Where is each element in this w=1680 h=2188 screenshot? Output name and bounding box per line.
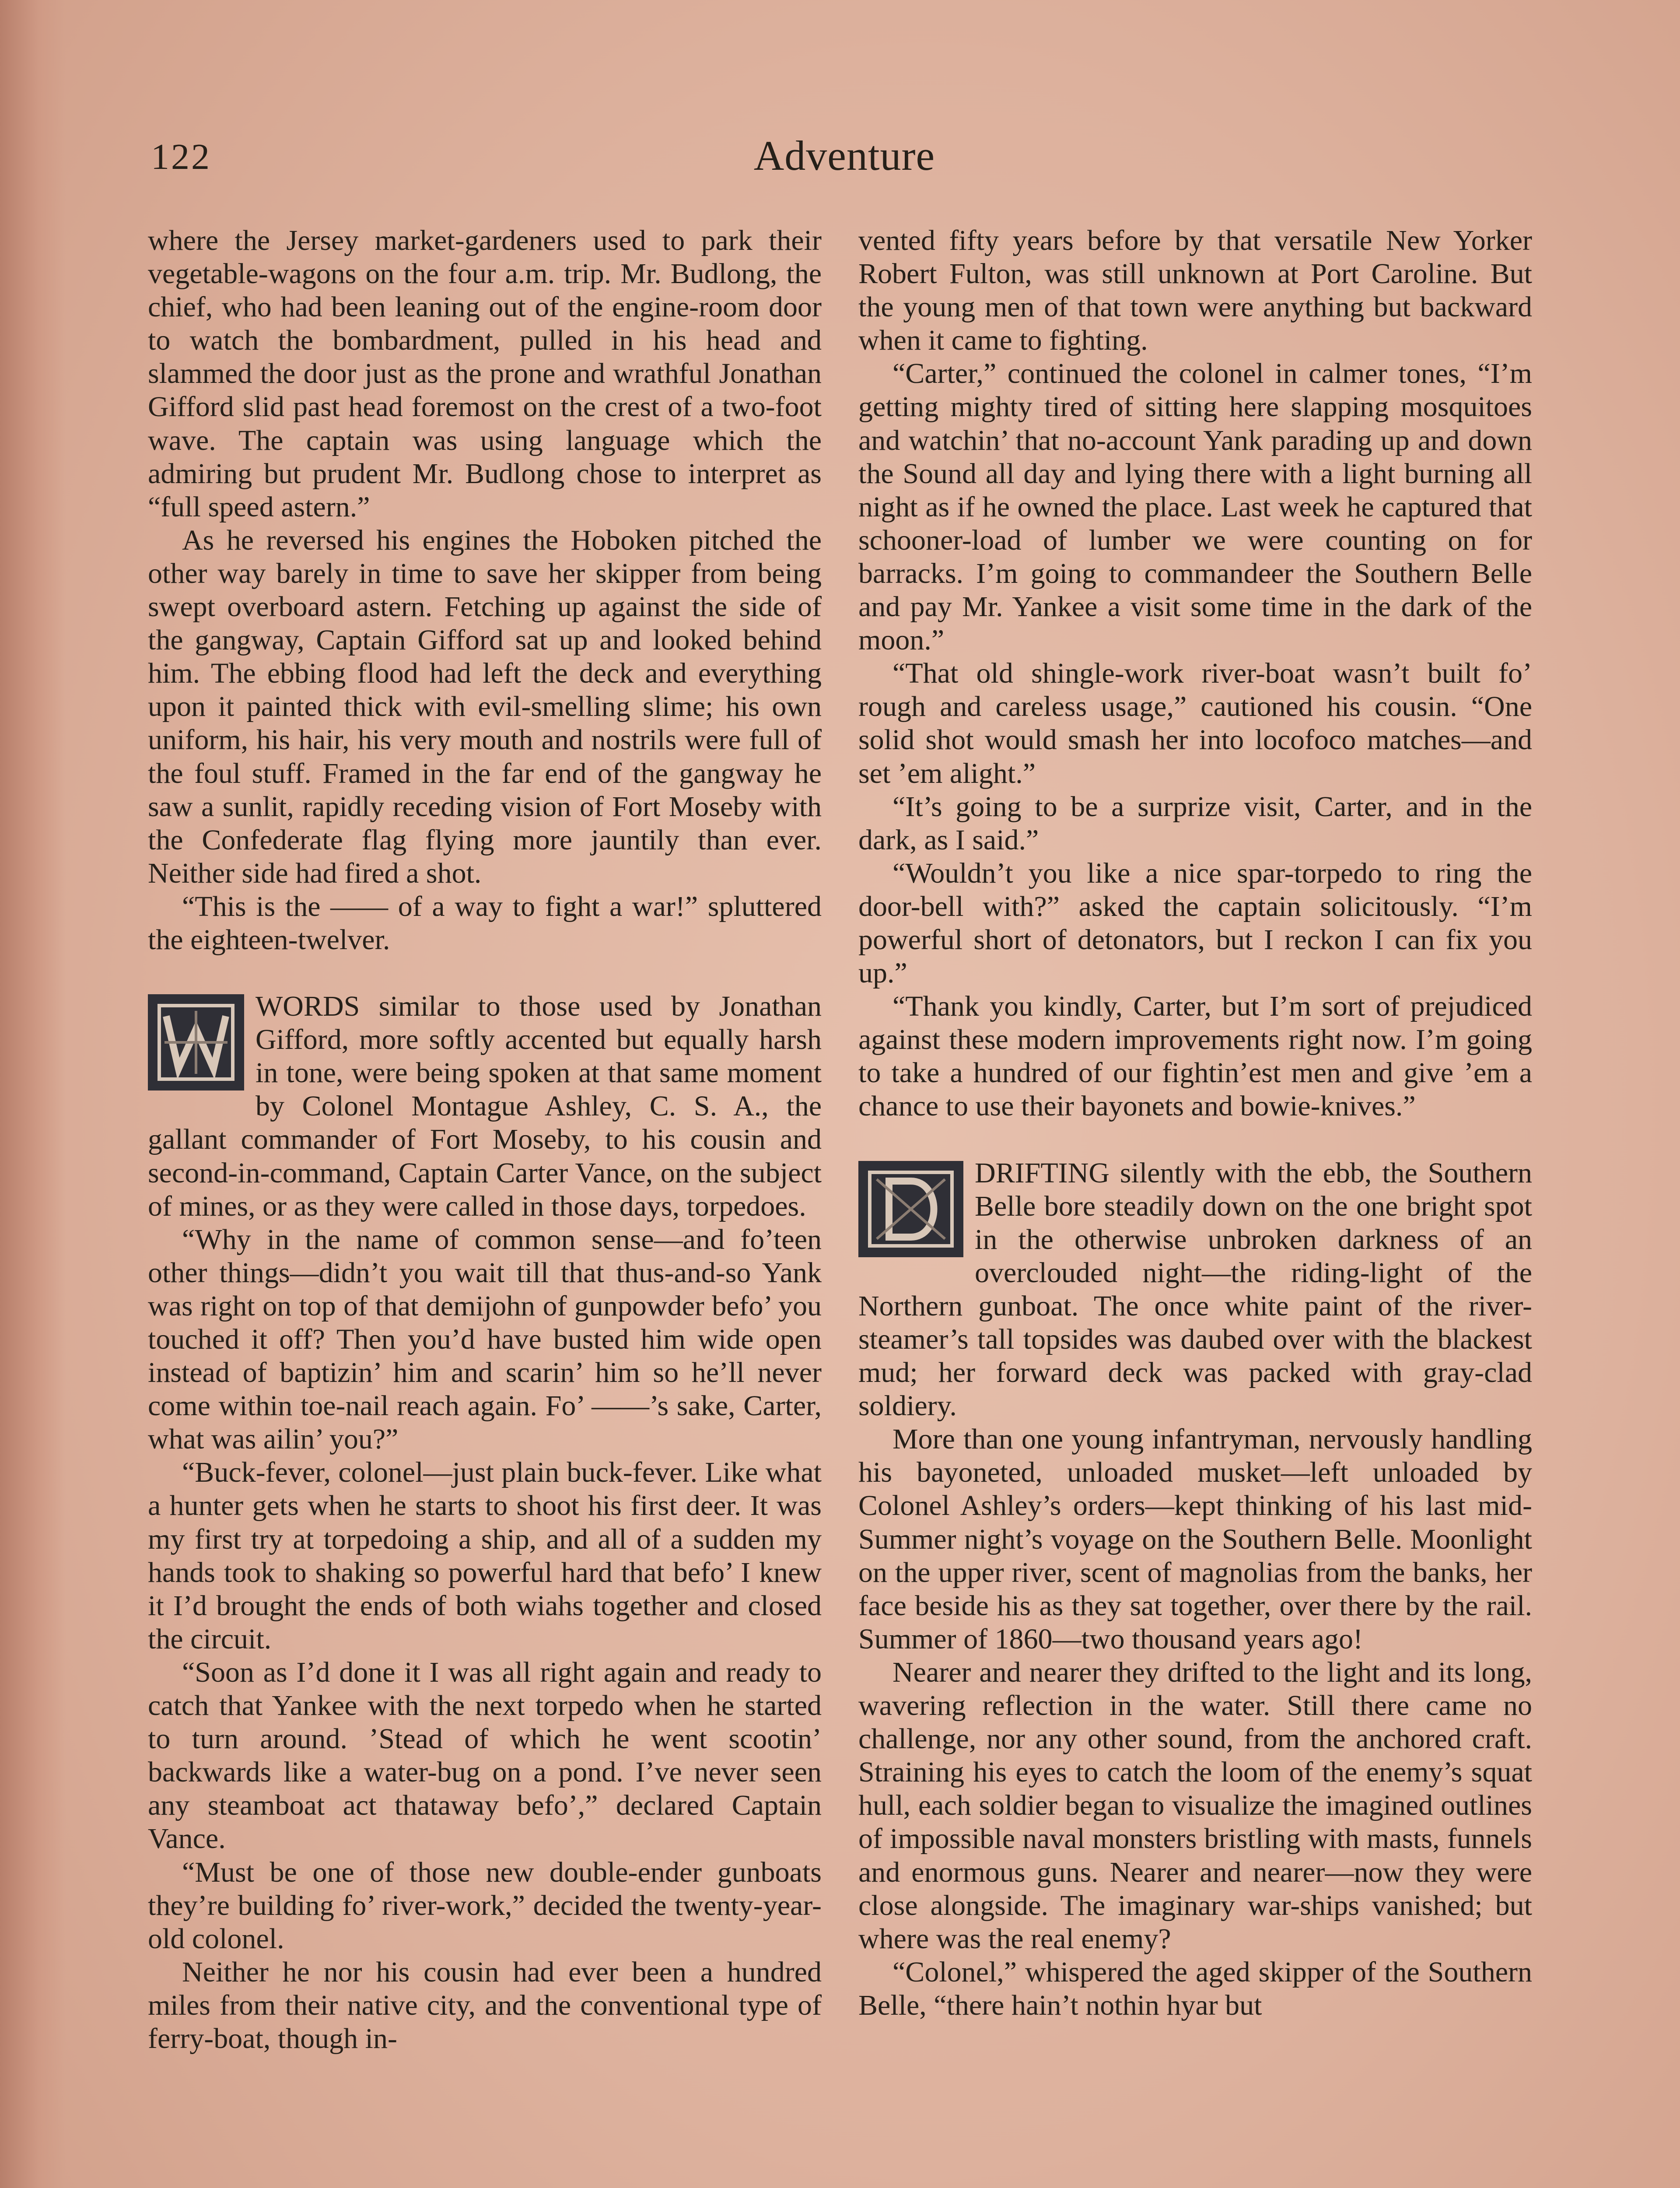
left-column (148, 224, 822, 2055)
section-paragraph (858, 1157, 1532, 1423)
paragraph: As he reversed his engines the Hoboken pitched the other way barely in time to save her skipper from being swept overboard astern. Fetching up against the side of the gangway, Captain Gifford sat up and looked behind him. The ebbing flood had left the deck and everything upon it painted thick with evil-smelling slime; his own uniform, his hair, his very mouth and nostrils were full of the foul stuff. Framed in the far end of the gangway he saw a sunlit, rapidly receding vision of Fort Moseby with the Confederate flag flying more jauntily than ever. Neither side had fired a shot. (148, 524, 822, 889)
paragraph: “Carter,” continued the colonel in calmer tones, “I’m getting mighty tired of sitting here slapping mosquitoes and watchin’ that no-account Yank parading up and down the Sound all day and lying there with a light burning all night as if he owned the place. Last week he captured that schooner-load of lumber we were counting on for barracks. I’m going to commandeer the Southern Belle and pay Mr. Yankee a visit some time in the dark of the moon.” (858, 358, 1532, 656)
paragraph: “It’s going to be a surprize visit, Carter, and in the dark, as I said.” (858, 790, 1532, 856)
paragraph-text: similar to those used by Jonathan Gifford, more softly accented but equally harsh in tone, were being spoken at that same moment by Colonel Montague Ashley, C. S. A., the gallant commander of Fort Moseby, to his cousin and second-in-command, Captain Carter Vance, on the subject of mines, or as they were called in those days, torpedoes. (148, 990, 822, 1222)
paragraph: “That old shingle-work river-boat wasn’t built fo’ rough and careless usage,” cautioned his cousin. “One solid shot would smash her into locofoco matches—and set ’em alight.” (858, 657, 1532, 789)
page-spine-shadow (0, 0, 66, 2188)
paragraph: Neither he nor his cousin had ever been a hundred miles from their native city, and the conventional type of ferry-boat, though in- (148, 1956, 822, 2055)
paragraph: “Soon as I’d done it I was all right again and ready to catch that Yankee with the next torpedo when he started to turn around. ’Stead of which he went scootin’ backwards like a water-bug on a pond. I’ve never seen any steamboat act thataway befo’,” declared Captain Vance. (148, 1656, 822, 1855)
paragraph-text: silently with the ebb, the Southern Belle bore steadily down on the one bright spot in the otherwise unbroken darkness of an overclouded night—the riding-light of the Northern gunboat. The once white paint of the river-steamer’s tall topsides was daubed over with the blackest mud; her forward deck was packed with gray-clad soldiery. (858, 1157, 1532, 1422)
running-title: Adventure (753, 132, 935, 179)
section-paragraph (148, 990, 822, 1223)
paragraph: “Why in the name of common sense—and fo’teen other things—didn’t you wait till that thus-and-so Yank was right on top of that demijohn of gunpowder befo’ you touched it off? Then you’d have busted him wide open instead of baptizin’ him and scarin’ him so he’ll never come within toe-nail reach again. Fo’ ——’s sake, Carter, what was ailin’ you?” (148, 1223, 822, 1455)
paragraph: “Must be one of those new double-ender gunboats they’re building fo’ river-work,” decided the twenty-year-old colonel. (148, 1856, 822, 1955)
paragraph: “This is the —— of a way to fight a war!” spluttered the eighteen-twelver. (148, 890, 822, 956)
paragraph: “Thank you kindly, Carter, but I’m sort of prejudiced against these modern improvements right now. I’m going to take a hundred of our fightin’est men and give ’em a chance to use their bayonets and bowie-knives.” (858, 990, 1532, 1122)
paragraph: Nearer and nearer they drifted to the light and its long, wavering reflection in the water. Still there came no challenge, nor any other sound, from the anchored craft. Straining his eyes to catch the loom of the enemy’s squat hull, each soldier began to visualize the imagined outlines of impossible naval monsters bristling with masts, funnels and enormous guns. Nearer and nearer—now they were close alongside. The imaginary war-ships vanished; but where was the real enemy? (858, 1656, 1532, 1955)
paragraph: More than one young infantryman, nervously handling his bayoneted, unloaded musket—left unloaded by Colonel Ashley’s orders—kept thinking of his last mid-Summer night’s voyage on the Southern Belle. Moonlight on the upper river, scent of magnolias from the banks, her face beside his as they sat together, over there by the rail. Summer of 1860—two thousand years ago! (858, 1423, 1532, 1655)
section-lead-word: DRIFTING (975, 1157, 1110, 1189)
paragraph: where the Jersey market-gardeners used to park their vegetable-wagons on the four a.m. trip. Mr. Budlong, the chief, who had been leaning out of the engine-room door to watch the bombardment, pulled in his head and slammed the door just as the prone and wrathful Jonathan Gifford slid past head foremost on the crest of a two-foot wave. The captain was using language which the admiring but prudent Mr. Budlong chose to interpret as “full speed astern.” (148, 224, 822, 523)
ornamental-initial-w-icon (148, 994, 244, 1090)
paragraph: “Buck-fever, colonel—just plain buck-fever. Like what a hunter gets when he starts to shoot his first deer. It was my first try at torpedoing a ship, and all of a sudden my hands took to shaking so powerful hard that befo’ I knew it I’d brought the ends of both wiahs together and closed the circuit. (148, 1456, 822, 1655)
paragraph: vented fifty years before by that versatile New Yorker Robert Fulton, was still unknown at Port Caroline. But the young men of that town were anything but backward when it came to fighting. (858, 224, 1532, 357)
paragraph: “Wouldn’t you like a nice spar-torpedo to ring the door-bell with?” asked the captain solicitously. “I’m powerful short of detonators, but I reckon I can fix you up.” (858, 857, 1532, 989)
paragraph: “Colonel,” whispered the aged skipper of the Southern Belle, “there hain’t nothin hyar but (858, 1956, 1532, 2021)
page-number: 122 (151, 137, 211, 177)
ornamental-initial-d-icon (858, 1161, 963, 1257)
section-lead-word: WORDS (256, 990, 360, 1023)
right-column (858, 224, 1532, 2022)
running-header (151, 131, 1538, 197)
